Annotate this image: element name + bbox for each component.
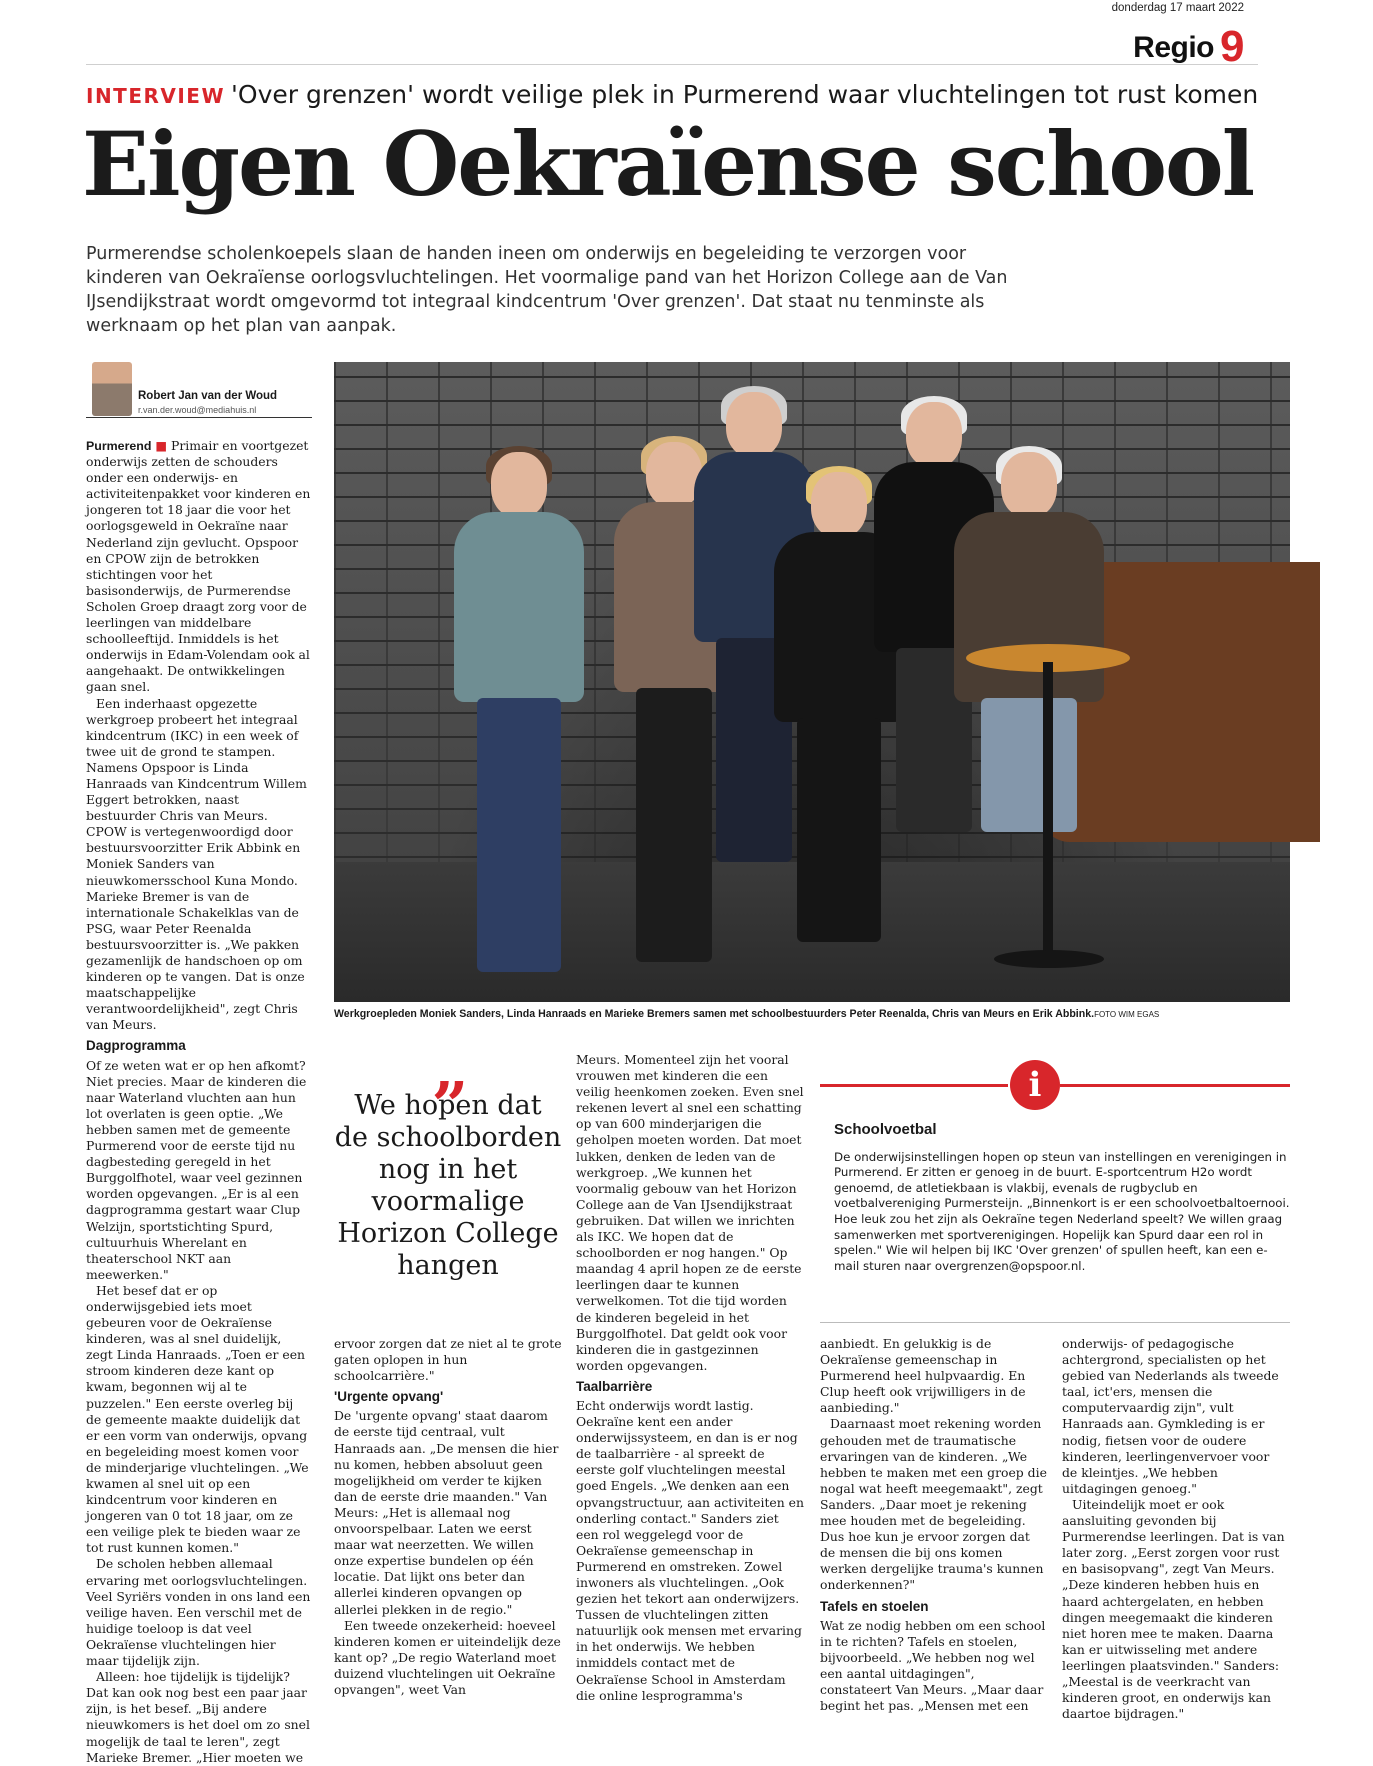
info-divider-left <box>820 1084 1008 1087</box>
paragraph: Het besef dat er op onderwijsgebied iets moet gebeuren voor de Oekraïense kinderen, was al snel duidelijk, zegt Linda Hanraads. „Toen er een stroom kinderen deze kant op kwam, begonnen wij al te puzzelen." Een eerste overleg bij de gemeente maakte duidelijk dat er een vorm van onderwijs, opvang en begeleiding moest komen voor de minderjarige vluchtelingen. „We kwamen al snel uit op een kindcentrum voor kinderen en jongeren van 0 tot 18 jaar, om ze een veilige plek te bieden waar ze tot rust kunnen komen." <box>86 1282 309 1556</box>
newspaper-page <box>82 0 1292 1765</box>
quote-mark-icon: „ <box>432 1032 470 1107</box>
intro-paragraph: Purmerendse scholenkoepels slaan de handen ineen om onderwijs en begeleiding te verzorgen voor kinderen van Oekraïense oorlogsvluchtelingen. Het voormalige pand van het Horizon College aan de Van IJsendijkstraat wordt omgevormd tot integraal kindcentrum 'Over grenzen'. Dat staat nu tenminste als werknaam op het plan van aanpak. <box>86 244 1008 336</box>
kicker-tag: INTERVIEW <box>86 84 226 108</box>
photo-table-base <box>994 950 1104 968</box>
photo-caption <box>334 1008 1290 1020</box>
subheading-taalbarriere: Taalbarrière <box>576 1378 653 1394</box>
headline: Eigen Oekraïense school <box>82 112 1254 216</box>
pull-quote: We hopen dat de schoolborden nog in het voormalige Horizon College hangen <box>334 1090 562 1281</box>
header-divider <box>86 64 1258 65</box>
info-box <box>834 1122 1290 1274</box>
author-email: r.van.der.woud@mediahuis.nl <box>138 405 257 415</box>
paragraph: aanbiedt. En gelukkig is de Oekraïense gemeenschap in Purmerend heel hulpvaardig. En Clup heeft ook vrijwilligers in de aanbieding." <box>820 1336 1026 1416</box>
author-byline <box>86 360 312 418</box>
subheading-dagprogramma: Dagprogramma <box>86 1038 186 1054</box>
paragraph: Uiteindelijk moet er ook aansluiting gevonden bij Purmerendse leerlingen. Dat is van later zorg. „Eerst zorgen voor rust en basisopvang", zegt Van Meurs. „Deze kinderen hebben huis en haard achtergelaten, en hebben dingen meegemaakt die kinderen niet horen mee te maken. Daarna kan er uitwisseling met andere leerlingen plaatsvinden." Sanders: „Meestal is de veerkracht van kinderen groot, en onderwijs kan daartoe bijdragen." <box>1062 1496 1285 1722</box>
dateline-square-icon: ■ <box>155 438 168 453</box>
paragraph: Of ze weten wat er op hen afkomt? Niet precies. Maar de kinderen die naar Waterland vluchten aan hun lot overlaten is geen optie. „We hebben samen met de gemeente Purmerend voor de eerste tijd nu dagbesteding geregeld in het Burggolfhotel, waar veel gezinnen worden opgevangen. „Er is al een dagprogramma gestart waar Clup Welzijn, sportstichting Spurd, cultuurhuis Wherelant en theaterschool NKT aan meewerken." <box>86 1057 307 1282</box>
author-avatar <box>92 362 132 416</box>
info-box-bottom-rule <box>820 1322 1290 1323</box>
info-box-title: Schoolvoetbal <box>834 1121 937 1138</box>
page-number: 9 <box>1220 22 1244 71</box>
paragraph-text: Primair en voortgezet onderwijs zetten de schouders onder een onderwijs- en activiteitenpakket voor kinderen en jongeren tot 18 jaar die voor het oorlogsgeweld in Oekraïne naar Nederland zijn gevlucht. Opspoor en CPOW zijn de betrokken stichtingen voor het basisonderwijs, de Purmerendse Scholen Groep draagt zorg voor de leerlingen van middelbare schoolleeftijd. Inmiddels is het onderwijs in Edam-Volendam ook al aangehaakt. De ontwikkelingen gaan snel. <box>86 438 311 695</box>
article-column-2 <box>334 1336 562 1698</box>
issue-date: donderdag 17 maart 2022 <box>1111 2 1244 14</box>
kicker <box>86 80 1258 109</box>
subheading-urgente-opvang: 'Urgente opvang' <box>334 1389 444 1405</box>
lead-paragraph <box>86 438 312 696</box>
paragraph: onderwijs- of pedagogische achtergrond, specialisten op het gebied van Nederlands als tweede taal, ict'ers, mensen die computervaardig zijn", vult Hanraads aan. Gymkleding is er nodig, fietsen voor de oudere kinderen, leerlingenvervoer voor de kleintjes. „We hebben uitdagingen genoeg." <box>1062 1336 1279 1496</box>
article-column-4 <box>820 1336 1048 1714</box>
paragraph: ervoor zorgen dat ze niet al te grote gaten oplopen in hun schoolcarrière." <box>334 1336 562 1384</box>
caption-text: Werkgroepleden Moniek Sanders, Linda Hanraads en Marieke Bremers samen met schoolbestuurders Peter Reenalda, Chris van Meurs en Erik Abbink. <box>334 1008 1095 1020</box>
subheading-tafels-en-stoelen: Tafels en stoelen <box>820 1598 929 1614</box>
paragraph: De scholen hebben allemaal ervaring met oorlogsvluchtelingen. Veel Syriërs vonden in ons land een veilige haven. Een verschil met de huidige toeloop is dat veel Oekraïense vluchtelingen hier maar tijdelijk zijn. <box>86 1556 311 1669</box>
info-divider-right <box>1060 1084 1290 1087</box>
paragraph: Echt onderwijs wordt lastig. Oekraïne kent een ander onderwijssysteem, en dan is er nog de taalbarrière - al spreekt de eerste golf vluchtelingen meestal goed Engels. „We denken aan een opvangstructuur, aan activiteiten en onderling contact." Sanders ziet een rol weggelegd voor de Oekraïense gemeenschap in Purmerend en omstreken. Zowel inwoners als vluchtelingen. „Ook gezien het tekort aan onderwijzers. Tussen de vluchtelingen zitten natuurlijk ook mensen met ervaring in het onderwijs. We hebben inmiddels contact met de Oekraïense School in Amsterdam die online lesprogramma's <box>576 1397 804 1703</box>
group-photo <box>334 362 1290 1002</box>
author-name: Robert Jan van der Woud <box>138 390 278 402</box>
section-name: Regio <box>1133 31 1215 64</box>
article-column-1 <box>86 438 312 1766</box>
photo-person-6 <box>954 452 1104 832</box>
photo-table-leg <box>1043 662 1053 962</box>
paragraph: Meurs. Momenteel zijn het vooral vrouwen met kinderen die een veilig heenkomen zoeken. Even snel rekenen levert al snel een schatting op van 600 minderjarigen die geholpen moeten worden. Dat moet lukken, denken de leden van de werkgroep. „We kunnen het voormalig gebouw van het Horizon College aan de Van IJsendijkstraat gebruiken. Dat willen we inrichten als IKC. We hopen dat de schoolborden er nog hangen." Op maandag 4 april hopen ze de eerste leerlingen daar te kunnen verwelkomen. Tot die tijd worden de kinderen begeleid in het Burggolfhotel. Dat geldt ook voor kinderen die in gastgezinnen worden opgevangen. <box>576 1052 804 1373</box>
paragraph: Alleen: hoe tijdelijk is tijdelijk? Dat kan ook nog best een paar jaar zijn, is het besef. „Bij andere nieuwkomers is het doel om zo snel mogelijk de taal te leren", zegt Marieke Bremer. „Hier moeten we <box>86 1669 310 1765</box>
article-column-5 <box>1062 1336 1288 1722</box>
kicker-subtitle: 'Over grenzen' wordt veilige plek in Purmerend waar vluchtelingen tot rust komen <box>231 80 1259 109</box>
info-icon: i <box>1010 1060 1060 1110</box>
paragraph: De 'urgente opvang' staat daarom de eerste tijd centraal, vult Hanraads aan. „De mensen die hier nu komen, hebben absoluut geen mogelijkheid om verder te kijken dan de eerste drie maanden." Van Meurs: „Het is allemaal nog onvoorspelbaar. Laten we eerst maar wat neerzetten. We willen onze expertise bundelen op één locatie. Dat lijkt ons beter dan allerlei kinderen opvangen op allerlei plekken in de regio." <box>334 1408 559 1617</box>
paragraph: Een inderhaast opgezette werkgroep probeert het integraal kindcentrum (IKC) in een week of twee uit de grond te stampen. Namens Opspoor is Linda Hanraads van Kindcentrum Willem Eggert betrokken, naast bestuurder Chris van Meurs. CPOW is vertegenwoordigd door bestuursvoorzitter Erik Abbink en Moniek Sanders van nieuwkomersschool Kuna Mondo. Marieke Bremer is van de internationale Schakelklas van de PSG, waar Peter Reenalda bestuursvoorzitter is. „We pakken gezamenlijk de handschoen op om kinderen op te vangen. Dat is onze maatschappelijke verantwoordelijkheid", zegt Chris van Meurs. <box>86 695 307 1033</box>
paragraph: Daarnaast moet rekening worden gehouden met de traumatische ervaringen van de kinderen. „We hebben te maken met een groep die nogal wat heeft meegemaakt", zegt Sanders. „Daar moet je rekening mee houden met de begeleiding. Dus hoe kun je ervoor zorgen dat de mensen die bij ons komen werken dergelijke trauma's kunnen onderkennen?" <box>820 1416 1047 1593</box>
paragraph: Wat ze nodig hebben om een school in te richten? Tafels en stoelen, bijvoorbeeld. „We hebben nog wel een aantal uitdagingen", constateert Van Meurs. „Maar daar begint het pas. „Mensen met een <box>820 1617 1046 1714</box>
photo-person-1 <box>454 452 584 972</box>
paragraph: Een tweede onzekerheid: hoeveel kinderen komen er uiteindelijk deze kant op? „De regio Waterland moet duizend vluchtelingen uit Oekraïne opvangen", weet Van <box>334 1617 561 1697</box>
article-column-3 <box>576 1052 804 1704</box>
photo-credit: FOTO WIM EGAS <box>1094 1010 1160 1019</box>
dateline: Purmerend <box>86 439 152 453</box>
info-box-text: De onderwijsinstellingen hopen op steun van instellingen en verenigingen in Purmerend. Er zitten er genoeg in de buurt. E-sportcentrum H2o wordt genoemd, de atletiekbaan is vlakbij, evenals de rugbyclub en voetbalvereniging Purmersteijn. „Binnenkort is er een schoolvoetbaltoernooi. Hoe leuk zou het zijn als Oekraïne tegen Nederland speelt? We willen graag samenwerken met sportverenigingen. Hopelijk kan Spurd daar een rol in spelen." Wie wil helpen bij IKC 'Over grenzen' of spullen heeft, kan een e-mail sturen naar overgrenzen@opspoor.nl. <box>834 1149 1290 1273</box>
